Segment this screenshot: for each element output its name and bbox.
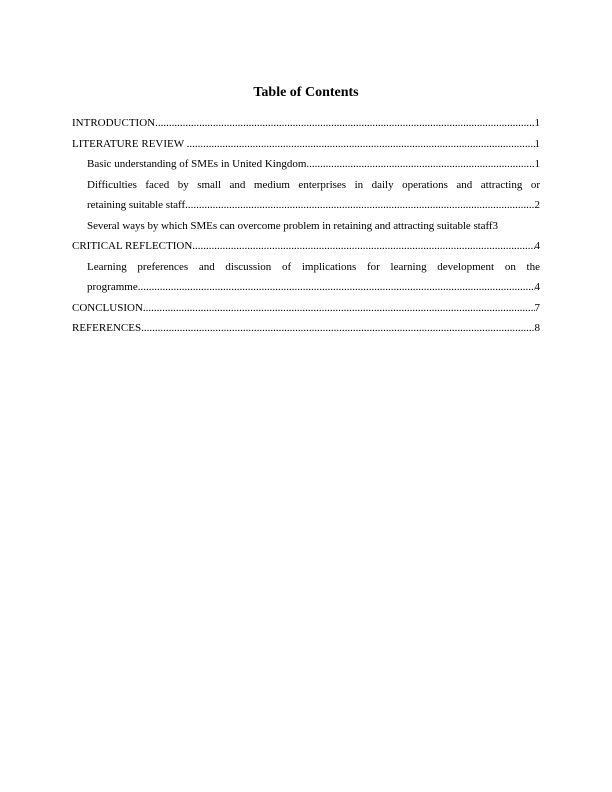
table-of-contents [72, 113, 540, 339]
toc-entry-page: 7 [534, 301, 540, 314]
toc-entry-label: CRITICAL REFLECTION [72, 240, 193, 252]
toc-entry-label: REFERENCES [72, 322, 142, 334]
toc-entry-introduction[interactable] [72, 113, 540, 134]
dot-leader [306, 154, 534, 175]
toc-entry-label: Basic understanding of SMEs in United Kingdom [87, 158, 307, 170]
toc-entry-label-line2: retaining suitable staff [87, 199, 186, 211]
toc-entry-conclusion[interactable] [72, 298, 540, 319]
toc-entry-basic-understanding[interactable] [72, 154, 540, 175]
toc-title: Table of Contents [253, 85, 359, 100]
toc-entry-label-line2: programme [87, 281, 138, 293]
toc-entry-page: 8 [534, 322, 540, 334]
dot-leader [138, 277, 535, 298]
toc-entry-page: 1 [534, 117, 540, 129]
toc-entry-page: 4 [534, 281, 540, 293]
dot-leader [143, 298, 535, 319]
dot-leader [185, 195, 534, 216]
toc-entry-page: 3 [492, 219, 499, 232]
dot-leader [141, 318, 534, 339]
dot-leader [155, 113, 534, 134]
toc-entry-page: 2 [534, 199, 540, 211]
toc-entry-label: Several ways by which SMEs can overcome problem in retaining and attracting suitable staff [87, 219, 493, 232]
toc-entry-label-line1: Difficulties faced by small and medium enterprises in daily operations and attracting or [87, 178, 540, 191]
toc-entry-label: INTRODUCTION [72, 117, 156, 129]
toc-entry-label: CONCLUSION [72, 301, 143, 314]
toc-entry-critical-reflection[interactable] [72, 236, 540, 257]
toc-entry-page: 1 [534, 158, 540, 170]
toc-entry-learning-preferences[interactable] [72, 257, 540, 298]
toc-entry-label-line1: Learning preferences and discussion of implications for learning development on the [87, 260, 540, 273]
toc-entry-label: LITERATURE REVIEW [72, 137, 187, 150]
toc-entry-page: 4 [534, 240, 540, 252]
dot-leader [187, 134, 535, 155]
toc-entry-difficulties[interactable] [72, 175, 540, 216]
toc-entry-literature-review[interactable] [72, 134, 540, 155]
toc-entry-several-ways[interactable] [72, 216, 540, 237]
toc-entry-page: 1 [534, 137, 540, 150]
dot-leader [192, 236, 534, 257]
toc-entry-references[interactable] [72, 318, 540, 339]
